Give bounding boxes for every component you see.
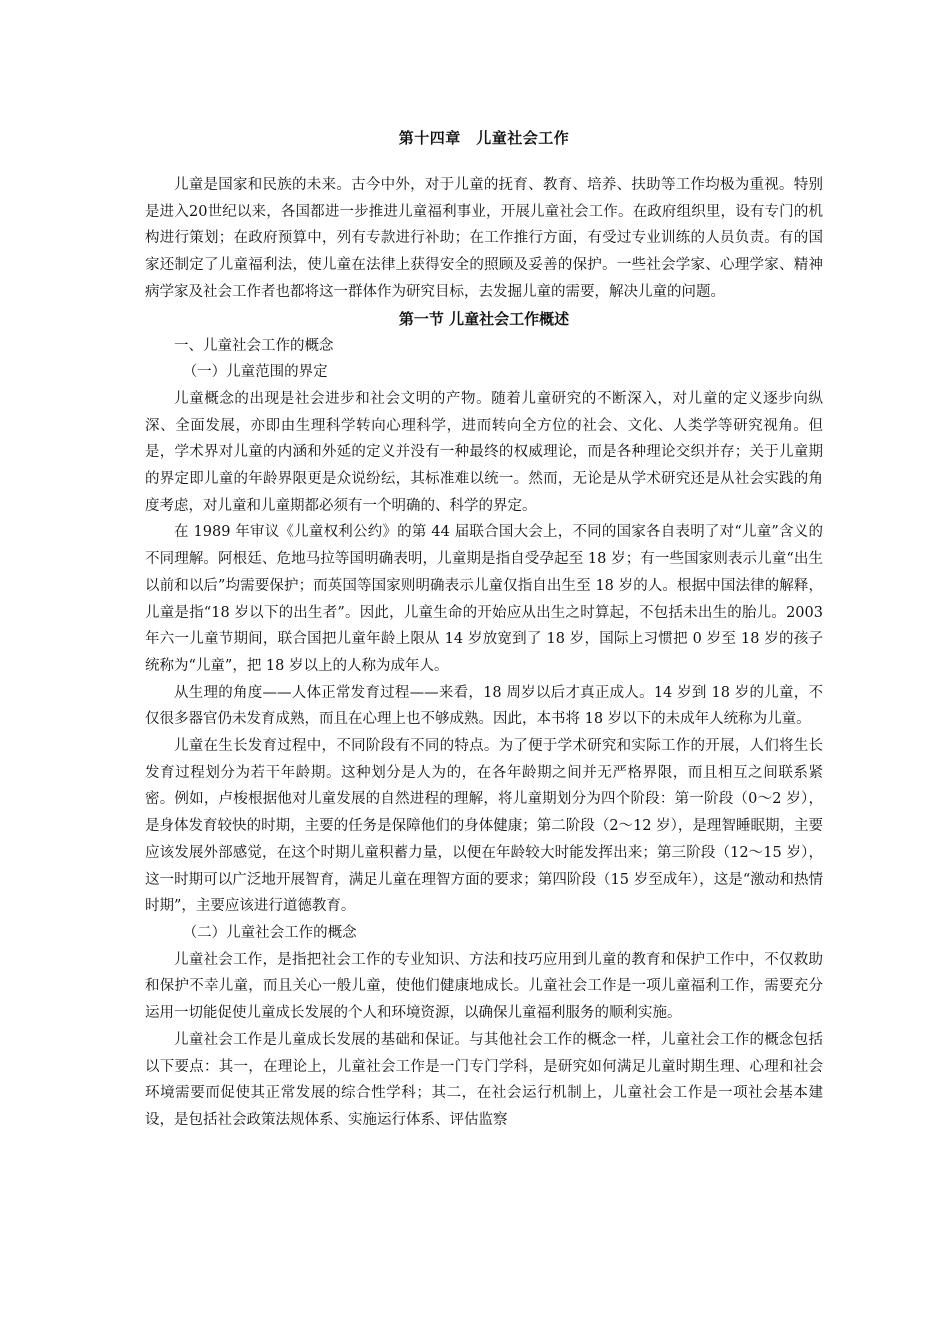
intro-paragraph: 儿童是国家和民族的未来。古今中外，对于儿童的抚育、教育、培养、扶助等工作均极为重视。特别是进入20世纪以来，各国都进一步推进儿童福利事业，开展儿童社会工作。在政府组织里，设有专门的机构进行策划；在政府预算中，列有专款进行补助；在工作推行方面，有受过专业训练的人员负责。有的国家还制定了儿童福利法，使儿童在法律上获得安全的照顾及妥善的保护。一些社会学家、心理学家、精神病学家及社会工作者也都将这一群体作为研究目标，去发掘儿童的需要，解决儿童的问题。 bbox=[145, 177, 823, 300]
chapter-title: 第十四章 儿童社会工作 bbox=[398, 129, 570, 147]
paragraph-un-convention: 在 1989 年审议《儿童权利公约》的第 44 届联合国大会上，不同的国家各自表明了对“儿童”含义的不同理解。阿根廷、危地马拉等国明确表明，儿童期是指自受孕起至 18 岁；有一些国家则表示儿童“出生以前和以后”均需要保护；而英国等国家则明确表示儿童仅指自出生至 18 岁的人。根据中国法律的解释，儿童是指“18 岁以下的出生者”。因此，儿童生命的开始应从出生之时算起，不包括未出生的胎儿。2003 年六一儿童节期间，联合国把儿童年龄上限从 14 岁放宽到了 18 岁，国际上习惯把 0 岁至 18 岁的孩子统称为“儿童”，把 18 岁以上的人称为成年人。 bbox=[145, 524, 823, 674]
paragraph-social-work-points: 儿童社会工作是儿童成长发展的基础和保证。与其他社会工作的概念一样，儿童社会工作的概念包括以下要点：其一，在理论上，儿童社会工作是一门专门学科，是研究如何满足儿童时期生理、心理和社会环境需要而促使其正常发展的综合性学科；其二，在社会运行机制上，儿童社会工作是一项社会基本建设，是包括社会政策法规体系、实施运行体系、评估监察 bbox=[145, 1031, 823, 1128]
paragraph-age-stages: 儿童在生长发育过程中，不同阶段有不同的特点。为了便于学术研究和实际工作的开展，人们将生长发育过程划分为若干年龄期。这种划分是人为的，在各年龄期之间并无严格界限，而且相互之间联系紧密。例如，卢梭根据他对儿童发展的自然进程的理解，将儿童期划分为四个阶段：第一阶段（0～2 岁），是身体发育较快的时期，主要的任务是保障他们的身体健康；第二阶段（2～12 岁），是理智睡眠期，主要应该发展外部感觉，在这个时期儿童积蓄力量，以便在年龄较大时能发挥出来；第三阶段（12～15 岁），这一时期可以广泛地开展智育，满足儿童在理智方面的要求；第四阶段（15 岁至成年），这是“激动和热情时期”，主要应该进行道德教育。 bbox=[145, 738, 823, 915]
document-page bbox=[145, 124, 823, 1134]
heading-level-1: 一、儿童社会工作的概念 bbox=[174, 337, 334, 354]
subheading-child-range: （一）儿童范围的界定 bbox=[182, 364, 328, 381]
paragraph-child-concept: 儿童概念的出现是社会进步和社会文明的产物。随着儿童研究的不断深入，对儿童的定义逐步向纵深、全面发展，亦即由生理科学转向心理科学，进而转向全方位的社会、文化、人类学等研究视角。但是，学术界对儿童的内涵和外延的定义并没有一种最终的权威理论，而是各种理论交织并存；关于儿童期的界定即儿童的年龄界限更是众说纷纭，其标准难以统一。然而，无论是从学术研究还是从社会实践的角度考虑，对儿童和儿童期都必须有一个明确的、科学的界定。 bbox=[145, 390, 823, 514]
paragraph-social-work-definition: 儿童社会工作，是指把社会工作的专业知识、方法和技巧应用到儿童的教育和保护工作中，不仅救助和保护不幸儿童，而且关心一般儿童，使他们健康地成长。儿童社会工作是一项儿童福利工作，需要充分运用一切能促使儿童成长发展的个人和环境资源，以确保儿童福利服务的顺利实施。 bbox=[145, 951, 823, 1022]
paragraph-physiology: 从生理的角度——人体正常发育过程——来看，18 周岁以后才真正成人。14 岁到 18 岁的儿童，不仅很多器官仍未发育成熟，而且在心理上也不够成熟。因此，本书将 18 岁以下的未成年人统称为儿童。 bbox=[145, 684, 823, 728]
subheading-social-work-concept: （二）儿童社会工作的概念 bbox=[182, 924, 357, 941]
section-title: 第一节 儿童社会工作概述 bbox=[398, 309, 570, 328]
